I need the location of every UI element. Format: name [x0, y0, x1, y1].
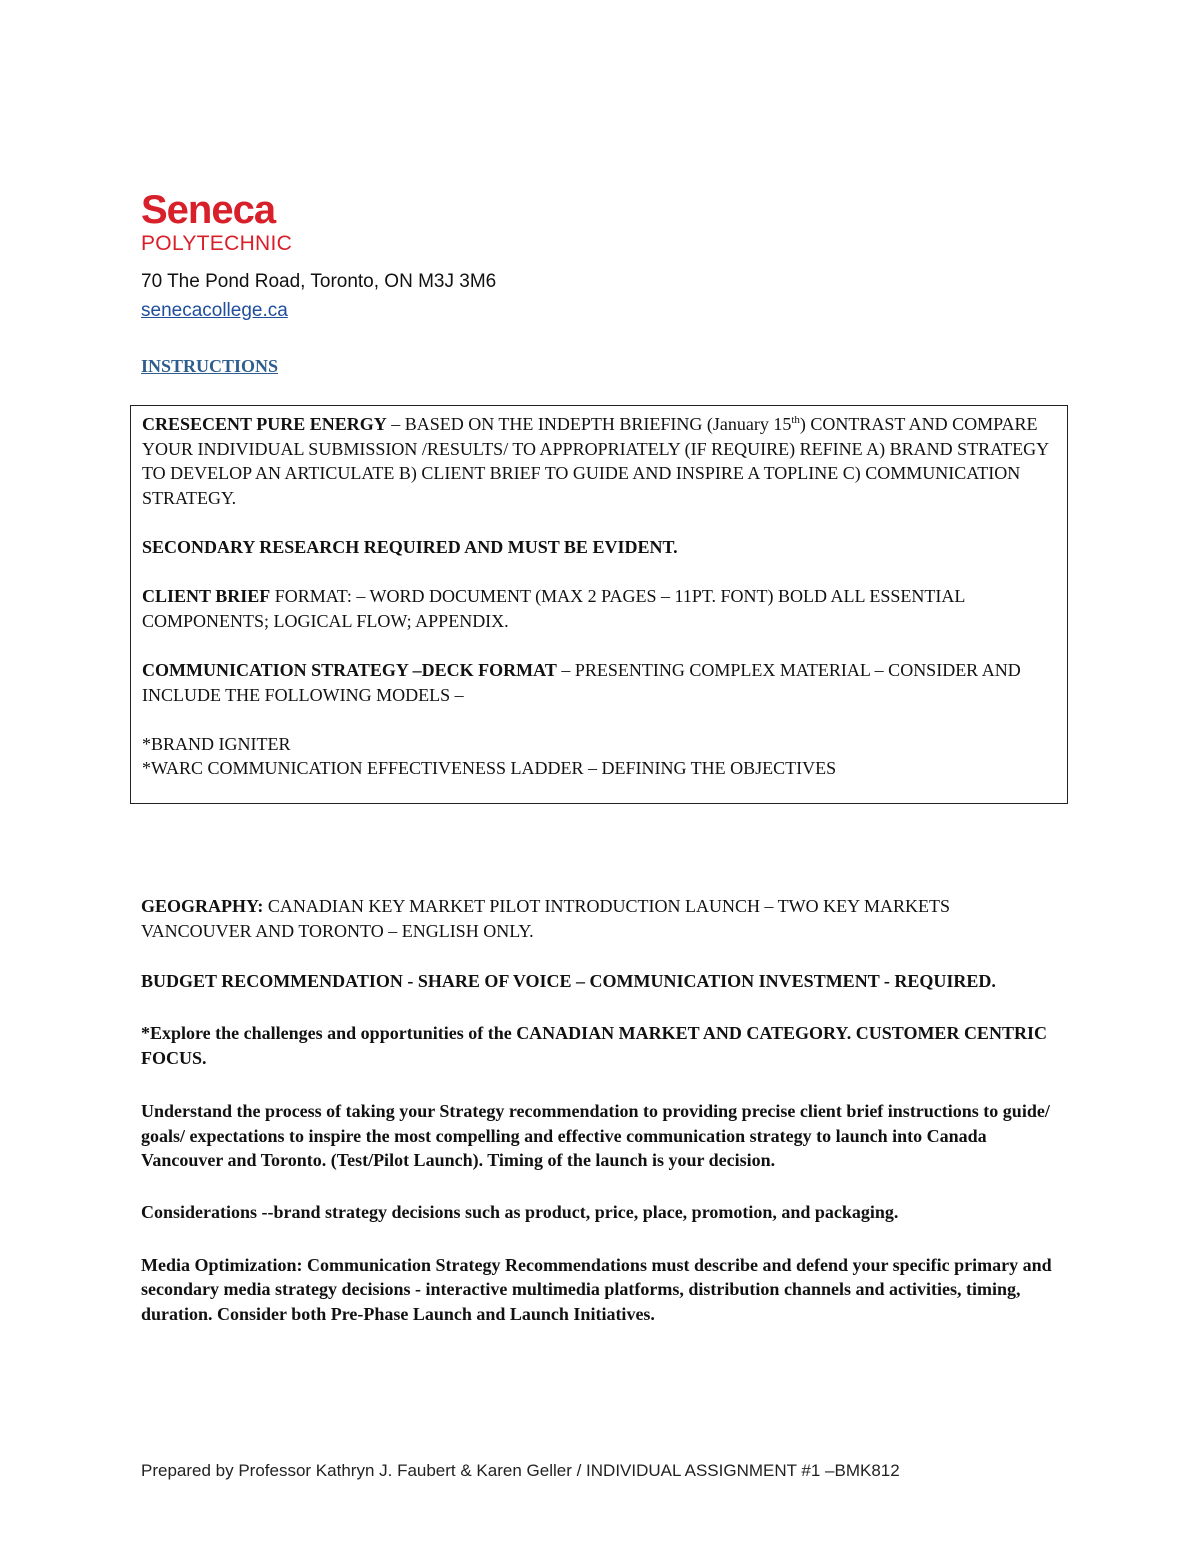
website-link[interactable]: senecacollege.ca [141, 300, 288, 321]
box-p1-text-a: – BASED ON THE INDEPTH BRIEFING (January 15 [386, 414, 792, 434]
address: 70 The Pond Road, Toronto, ON M3J 3M6 [141, 271, 497, 292]
instructions-box [130, 405, 1068, 804]
seneca-logo [141, 190, 292, 256]
logo-subtitle: POLYTECHNIC [141, 232, 293, 255]
main-body [141, 894, 1061, 1326]
box-p3-lead: CLIENT BRIEF [142, 586, 271, 607]
considerations-text: Considerations --brand strategy decisions such as product, price, place, promotion, and packaging. [141, 1201, 899, 1222]
geography-lead: GEOGRAPHY: [141, 896, 264, 916]
budget-text: BUDGET RECOMMENDATION - SHARE OF VOICE – COMMUNICATION INVESTMENT - REQUIRED. [141, 971, 996, 991]
geography-paragraph [141, 894, 1061, 944]
box-p1-text-b: ) CONTRAST AND COMPARE YOUR INDIVIDUAL SUBMISSION /RESULTS/ TO APPROPRIATELY (IF REQUIRE) REFINE A) BRAND STRATEGY TO DEVELOP AN ARTICULATE B) CLIENT BRIEF TO GUIDE AND INSPIRE A TOPLINE C) COMMUNICATION STRATEGY. [142, 414, 1049, 508]
box-model-1: *BRAND IGNITER [142, 733, 291, 754]
box-p1-lead: CRESECENT PURE ENERGY [142, 414, 387, 434]
box-p4-text: – PRESENTING COMPLEX MATERIAL – CONSIDER AND INCLUDE THE FOLLOWING MODELS – [142, 659, 1021, 705]
box-paragraph-1 [142, 412, 1049, 510]
explore-paragraph [141, 1021, 1061, 1071]
box-model-2: *WARC COMMUNICATION EFFECTIVENESS LADDER – DEFINING THE OBJECTIVES [142, 758, 837, 779]
box-paragraph-4 [142, 658, 1049, 707]
box-p4-lead: COMMUNICATION STRATEGY –DECK FORMAT [142, 659, 557, 680]
box-paragraph-2 [142, 535, 1049, 560]
page-footer: Prepared by Professor Kathryn J. Faubert & Karen Geller / INDIVIDUAL ASSIGNMENT #1 –BMK812 [141, 1461, 900, 1480]
logo-wordmark: Seneca [141, 188, 276, 232]
box-p1-sup: th [791, 414, 800, 426]
considerations-paragraph [141, 1200, 1061, 1225]
media-text: Media Optimization: Communication Strategy Recommendations must describe and defend your specific primary and secondary media strategy decisions - interactive multimedia platforms, distribution channels and activities, timing, duration. Consider both Pre-Phase Launch and Launch Initiatives. [141, 1254, 1052, 1324]
box-p3-text: FORMAT: – WORD DOCUMENT (MAX 2 PAGES – 11PT. FONT) BOLD ALL ESSENTIAL COMPONENTS; LOGICAL FLOW; APPENDIX. [142, 586, 965, 631]
geography-text: CANADIAN KEY MARKET PILOT INTRODUCTION LAUNCH – TWO KEY MARKETS VANCOUVER AND TORONTO – ENGLISH ONLY. [141, 896, 950, 941]
box-paragraph-3 [142, 584, 1049, 633]
media-paragraph [141, 1253, 1061, 1327]
budget-paragraph [141, 969, 1061, 994]
box-p2-text: SECONDARY RESEARCH REQUIRED AND MUST BE EVIDENT. [142, 536, 678, 557]
instructions-heading: INSTRUCTIONS [141, 356, 279, 376]
understand-text: Understand the process of taking your Strategy recommendation to providing precise client brief instructions to guide/ goals/ expectations to inspire the most compelling and effective communication strategy to launch into Canada Vancouver and Toronto. (Test/Pilot Launch). Timing of the launch is your decision. [141, 1101, 1050, 1170]
understand-paragraph [141, 1099, 1061, 1173]
explore-text: *Explore the challenges and opportunities of the CANADIAN MARKET AND CATEGORY. CUSTOMER CENTRIC FOCUS. [141, 1023, 1047, 1068]
